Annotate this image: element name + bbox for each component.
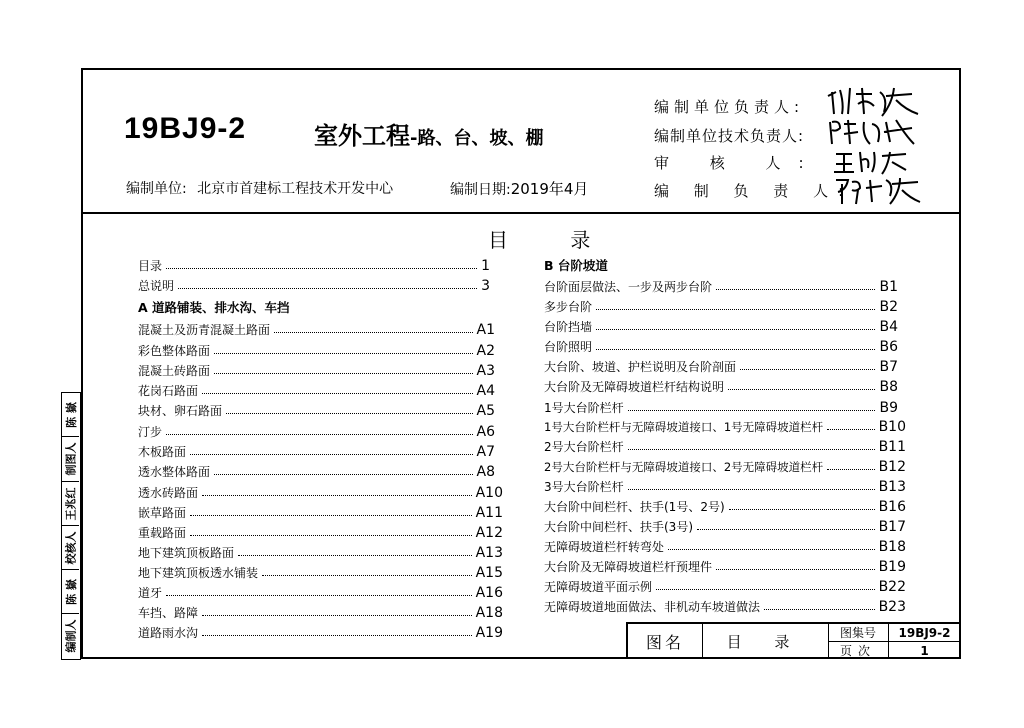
signoff-cell: 王兆红: [62, 482, 79, 526]
toc-entry: 大台阶及无障碍坡道栏杆预埋件 B19: [544, 559, 906, 575]
title-block-page-label: 页次: [839, 644, 876, 658]
toc-entry: 目录 1: [138, 258, 490, 274]
signoff-cell: 陈 嶽: [62, 393, 79, 437]
series-number: 19BJ9-2: [124, 112, 247, 145]
toc-entry: 车挡、路障 A18: [138, 605, 503, 621]
toc-entry: 透水整体路面 A8: [138, 464, 495, 480]
toc-entry: 2号大台阶栏杆 B11: [544, 439, 906, 455]
toc-entry: 大台阶中间栏杆、扶手(3号) B17: [544, 519, 906, 535]
title-block-name-label: 图名: [645, 633, 684, 652]
toc-entry: 花岗石路面 A4: [138, 383, 495, 399]
book-title-sub: -路、台、坡、棚: [410, 128, 544, 149]
toc-entry: 无障碍坡道平面示例 B22: [544, 579, 906, 595]
toc-entry: 道牙 A16: [138, 585, 503, 601]
toc-section-heading: A 道路铺装、排水沟、车挡: [138, 300, 290, 315]
title-block-atlas-label: 图集号: [839, 626, 876, 640]
header-divider: [81, 212, 961, 214]
book-title-main: 室外工程: [314, 122, 410, 150]
toc-entry: 透水砖路面 A10: [138, 485, 503, 501]
title-block-name-value: 目 录: [726, 633, 804, 651]
compile-unit: [126, 178, 393, 198]
toc-entry: 1号大台阶栏杆与无障碍坡道接口、1号无障碍坡道栏杆 B10: [544, 419, 906, 435]
toc-entry: 台阶挡墙 B4: [544, 319, 898, 335]
contents-title: 目 录: [488, 228, 619, 252]
signoff-cell: 编制人: [64, 619, 78, 653]
title-block-page-value: 1: [920, 643, 929, 658]
toc-entry: 汀步 A6: [138, 424, 495, 440]
signature-mark: [832, 148, 912, 176]
toc-entry: 1号大台阶栏杆 B9: [544, 400, 898, 416]
toc-entry: 总说明 3: [138, 278, 490, 294]
toc-entry: 大台阶、坡道、护栏说明及台阶剖面 B7: [544, 359, 898, 375]
toc-section-heading: B 台阶坡道: [544, 258, 608, 273]
toc-entry: 台阶照明 B6: [544, 339, 898, 355]
toc-entry: 无障碍坡道地面做法、非机动车坡道做法 B23: [544, 599, 906, 615]
toc-entry: 重载路面 A12: [138, 525, 503, 541]
signoff-cell: 制图人: [62, 437, 79, 482]
signature-role: 审 核 人:: [654, 154, 822, 172]
toc-entry: 混凝土及沥青混凝土路面 A1: [138, 322, 495, 338]
toc-entry: 大台阶中间栏杆、扶手(1号、2号) B16: [544, 499, 906, 515]
toc-entry: 多步台阶 B2: [544, 299, 898, 315]
compile-unit-label: 编制单位:: [126, 181, 187, 197]
toc-entry: 彩色整体路面 A2: [138, 343, 495, 359]
signature-role: 编制单位负责人:: [654, 98, 805, 116]
signature-mark: [830, 174, 922, 206]
compile-date-value: 2019年4月: [510, 180, 589, 198]
compile-date-label: 编制日期:: [450, 182, 511, 198]
toc-entry: 嵌草路面 A11: [138, 505, 503, 521]
signature-role: 编制单位技术负责人:: [654, 127, 805, 145]
signoff-cell: 陈 嶽: [62, 570, 79, 614]
signature-role: 编 制 负 责 人:: [654, 182, 854, 200]
toc-entry: 木板路面 A7: [138, 444, 495, 460]
toc-entry: 3号大台阶栏杆 B13: [544, 479, 906, 495]
toc-entry: 大台阶及无障碍坡道栏杆结构说明 B8: [544, 379, 898, 395]
title-block-atlas-value: 19BJ9-2: [898, 625, 951, 640]
signoff-strip: [61, 392, 81, 660]
signature-mark: [826, 116, 916, 148]
toc-entry: 地下建筑顶板透水铺装 A15: [138, 565, 503, 581]
signature-mark: [822, 84, 922, 118]
book-title: [314, 116, 543, 151]
toc-entry: 混凝土砖路面 A3: [138, 363, 495, 379]
compile-date: [450, 178, 588, 199]
signoff-cell: 校核人: [62, 526, 79, 570]
toc-entry: 块材、卵石路面 A5: [138, 403, 495, 419]
toc-entry: 地下建筑顶板路面 A13: [138, 545, 503, 561]
compile-unit-value: 北京市首建标工程技术开发中心: [197, 181, 394, 197]
toc-entry: 无障碍坡道栏杆转弯处 B18: [544, 539, 906, 555]
toc-entry: 道路雨水沟 A19: [138, 625, 503, 641]
toc-entry: 台阶面层做法、一步及两步台阶 B1: [544, 279, 898, 295]
toc-entry: 2号大台阶栏杆与无障碍坡道接口、2号无障碍坡道栏杆 B12: [544, 459, 906, 475]
title-block: [626, 622, 961, 659]
